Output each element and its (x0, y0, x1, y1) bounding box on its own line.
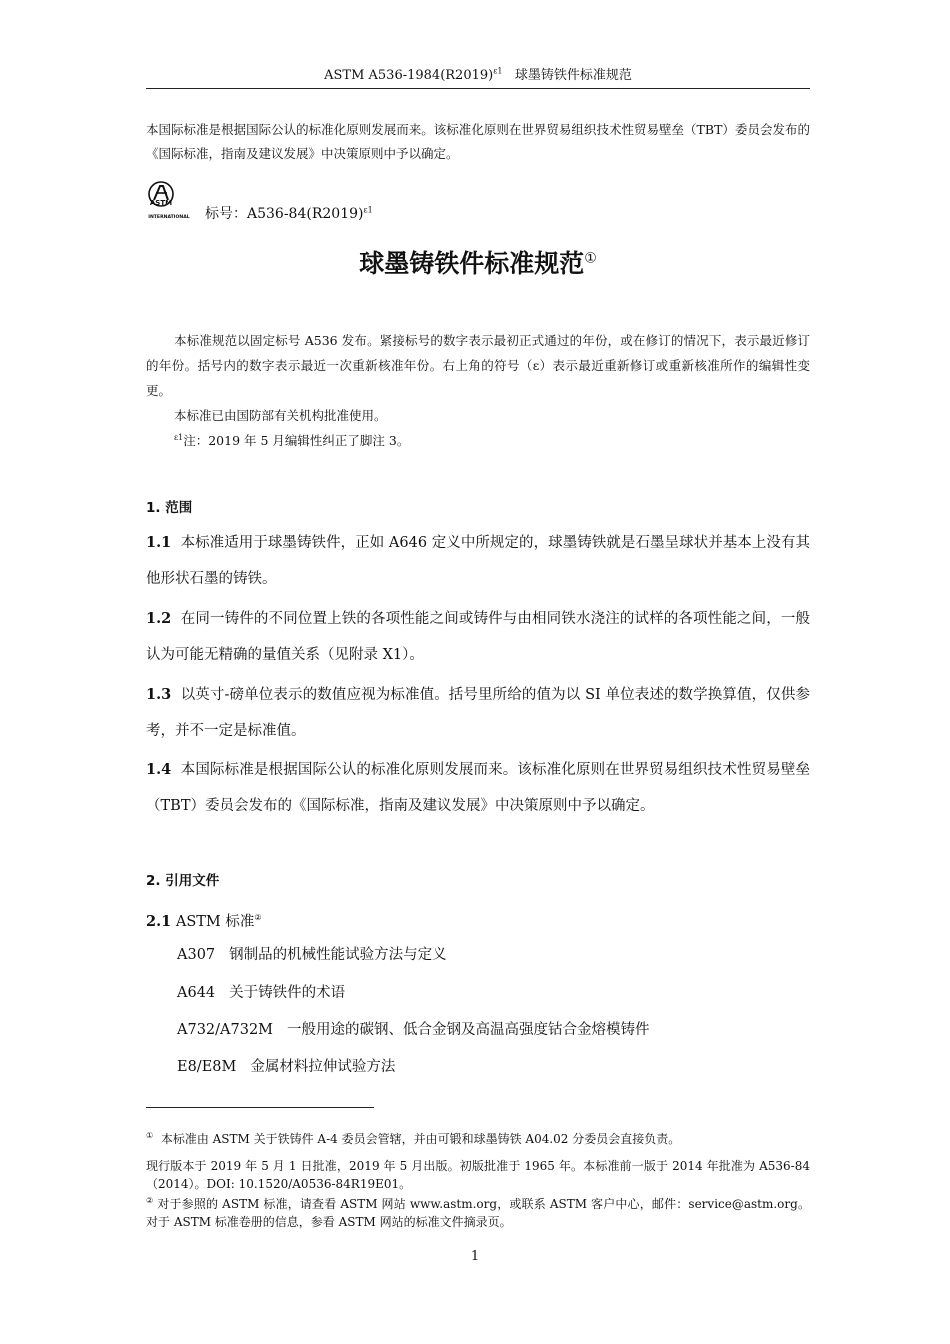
logo-subtext: INTERNATIONAL (148, 215, 190, 220)
header-title: 球墨铸铁件标准规范 (514, 68, 632, 83)
running-header (146, 66, 810, 89)
note-3-sup: ε1 (174, 432, 184, 442)
clause-1-3 (146, 677, 810, 749)
reference-title: 关于铸铁件的术语 (229, 985, 346, 1001)
logo-text: ASTM (149, 199, 173, 207)
page-number: 1 (470, 1249, 480, 1264)
footnote-1-text: 本标准由 ASTM 关于铁铸件 A-4 委员会管辖，并由可锻和球墨铸铁 A04.02 分委员会直接负责。 (160, 1132, 681, 1146)
header-code: ASTM A536-1984(R2019) (324, 68, 494, 83)
section-1-title: 1. 范围 (146, 500, 193, 516)
footnote-1-mark: ① (146, 1131, 154, 1140)
clause-number: 1.1 (146, 534, 172, 551)
reference-title: 钢制品的机械性能试验方法与定义 (229, 947, 447, 963)
footnote-1 (146, 1127, 810, 1148)
footnote-divider (146, 1107, 374, 1108)
reference-title: 一般用途的碳钢、低合金钢及高温高强度钴合金熔模铸件 (287, 1022, 650, 1038)
footnote-1-continued: 现行版本于 2019 年 5 月 1 日批准，2019 年 5 月出版。初版批准于 1965 年。本标准前一版于 2014 年批准为 A536-84（2014）。DOI: 10.1520/A0536-84R19E01。 (146, 1159, 810, 1191)
reference-code: A644 (177, 985, 216, 1001)
clause-number: 1.3 (146, 686, 172, 703)
reference-item (177, 1057, 395, 1077)
title-text: 球墨铸铁件标准规范 (359, 249, 585, 278)
reference-title: 金属材料拉伸试验方法 (250, 1059, 396, 1075)
clause-text: 在同一铸件的不同位置上铁的各项性能之间或铸件与由相同铁水浇注的试样的各项性能之间，一般认为可能无精确的量值关系（见附录 X1）。 (146, 611, 811, 663)
clause-number: 1.4 (146, 761, 172, 778)
clause-text: 本国际标准是根据国际公认的标准化原则发展而来。该标准化原则在世界贸易组织技术性贸易壁垒（TBT）委员会发布的《国际标准，指南及建议发展》中决策原则中予以确定。 (146, 762, 811, 814)
clause-1-1 (146, 525, 810, 597)
note-3 (146, 428, 810, 453)
section-2-title: 2. 引用文件 (146, 873, 220, 889)
reference-item (177, 945, 447, 965)
astm-international-logo (147, 180, 193, 224)
reference-code: E8/E8M (177, 1059, 237, 1075)
footnote-2 (146, 1192, 810, 1231)
clause-1-4 (146, 752, 810, 824)
footnote-mark-2[interactable]: ② (254, 913, 262, 922)
clause-text: 以英寸-磅单位表示的数值应视为标准值。括号里所给的值为以 SI 单位表述的数学换算值，仅供参考，并不一定是标准值。 (146, 687, 810, 739)
designation-sup: ε1 (363, 205, 373, 215)
note-3-text: 注：2019 年 5 月编辑性纠正了脚注 3。 (183, 433, 410, 448)
header-code-sup: ε1 (493, 66, 503, 76)
clause-number: 1.2 (146, 610, 172, 627)
footnote-2-text: 对于参照的 ASTM 标准，请查看 ASTM 网站 www.astm.org，或联系 ASTM 客户中心，邮件：service@astm.org。对于 ASTM 标准卷册的信息，参看 ASTM 网站的标准文件摘录页。 (146, 1197, 810, 1229)
clause-1-2 (146, 601, 810, 673)
clause-text: ASTM 标准 (175, 913, 255, 930)
clause-text: 本标准适用于球墨铸铁件，正如 A646 定义中所规定的，球墨铸铁就是石墨呈球状并基本上没有其他形状石墨的铸铁。 (146, 535, 810, 587)
reference-item (177, 983, 345, 1003)
reference-code: A307 (177, 947, 216, 963)
designation-label: 标号：A536-84(R2019) (205, 206, 364, 222)
intro-paragraph: 本国际标准是根据国际公认的标准化原则发展而来。该标准化原则在世界贸易组织技术性贸易壁垒（TBT）委员会发布的《国际标准，指南及建议发展》中决策原则中予以确定。 (146, 122, 810, 161)
clause-2-1 (146, 908, 262, 932)
reference-item (177, 1020, 650, 1040)
clause-number: 2.1 (146, 912, 172, 930)
designation (205, 204, 373, 224)
note-2: 本标准已由国防部有关机构批准使用。 (174, 408, 387, 423)
reference-code: A732/A732M (177, 1022, 274, 1038)
note-1: 本标准规范以固定标号 A536 发布。紧接标号的数字表示最初正式通过的年份，或在修订的情况下，表示最近修订的年份。括号内的数字表示最近一次重新核准年份。右上角的符号（ε）表示最近重新修订或重新核准所作的编辑性变更。 (146, 333, 810, 398)
designation-notes (146, 328, 810, 453)
title-footnote-mark[interactable]: ① (584, 250, 597, 267)
footnote-2-mark: ② (146, 1196, 154, 1205)
document-title (146, 244, 810, 284)
